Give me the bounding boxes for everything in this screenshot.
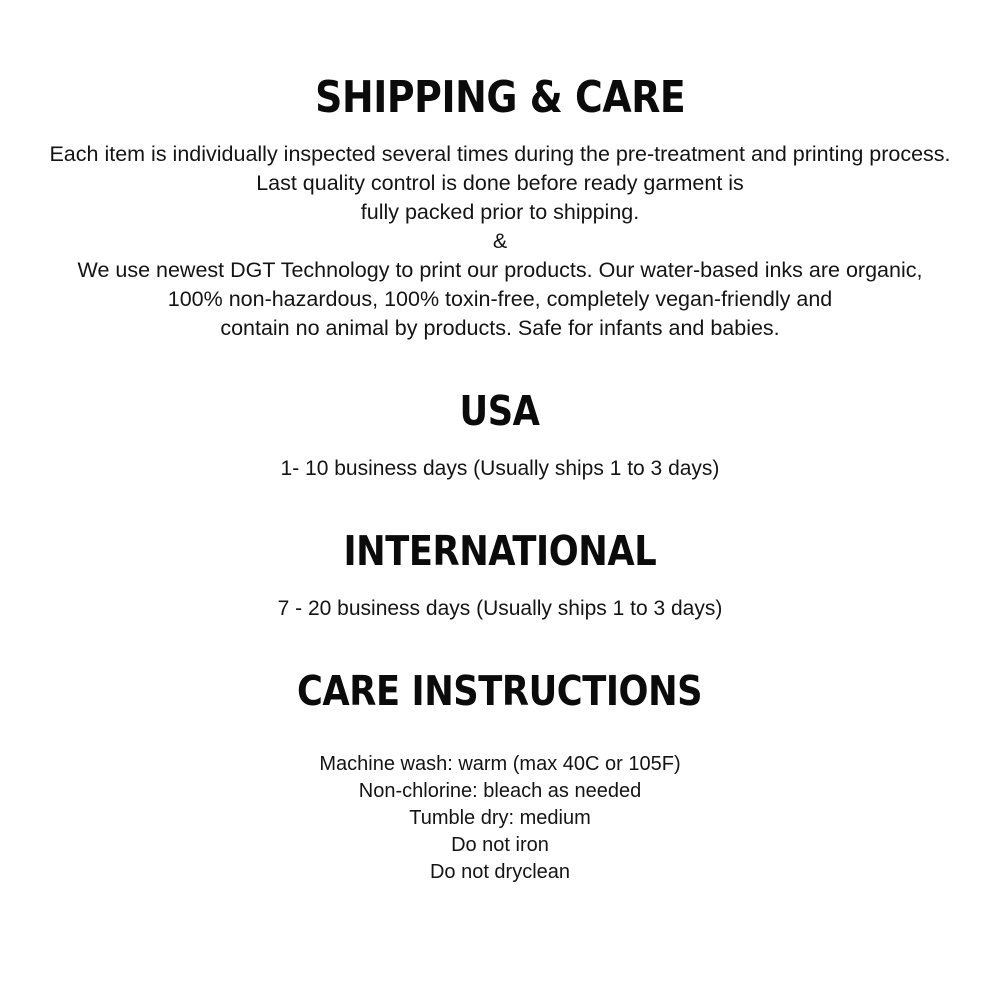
care-item: Non-chlorine: bleach as needed xyxy=(358,780,642,802)
intro-line-6: contain no animal by products. Safe for infants and babies. xyxy=(220,316,780,340)
section-international xyxy=(24,529,976,623)
section-international-heading: INTERNATIONAL xyxy=(343,527,657,575)
intro-paragraph xyxy=(49,140,950,343)
section-international-text: 7 - 20 business days (Usually ships 1 to 3 days) xyxy=(277,597,723,620)
section-usa-text: 1- 10 business days (Usually ships 1 to 3 days) xyxy=(280,457,720,480)
section-usa-heading: USA xyxy=(459,387,541,435)
intro-line-5: 100% non-hazardous, 100% toxin-free, completely vegan-friendly and xyxy=(167,287,833,311)
care-item: Do not dryclean xyxy=(429,861,571,883)
care-instructions-heading: CARE INSTRUCTIONS xyxy=(297,667,703,715)
intro-separator: & xyxy=(492,229,508,253)
care-item: Do not iron xyxy=(451,834,549,856)
intro-line-3: fully packed prior to shipping. xyxy=(360,200,640,224)
care-instructions-list xyxy=(319,751,680,886)
intro-line-1: Each item is individually inspected several times during the pre-treatment and printing process. xyxy=(49,142,951,166)
care-item: Tumble dry: medium xyxy=(409,807,591,829)
care-item: Machine wash: warm (max 40C or 105F) xyxy=(319,753,681,775)
section-usa xyxy=(24,389,976,483)
intro-line-2: Last quality control is done before ready garment is xyxy=(256,171,744,195)
intro-line-4: We use newest DGT Technology to print our products. Our water-based inks are organic, xyxy=(77,258,923,282)
page-title: SHIPPING & CARE xyxy=(314,72,686,123)
section-care-instructions xyxy=(24,669,976,886)
